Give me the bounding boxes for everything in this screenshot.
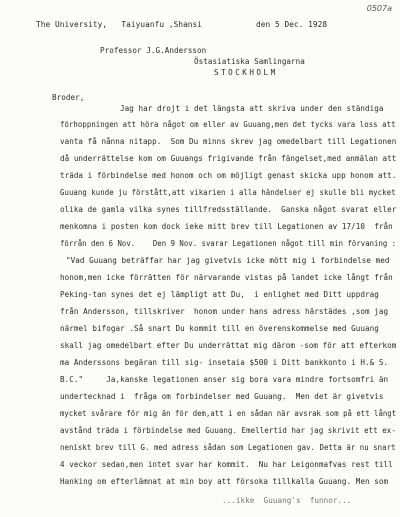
body-line: menkomna i posten kom dock ieke mitt brev till Legationen av 17/10 från <box>60 222 393 231</box>
body-line: B.C." Ja,kanske legationen anser sig bora vara mindre fortsomfri än <box>60 375 389 384</box>
body-line: ma Anderssons begäran till sig- insetaia $500 i Ditt bankkonto i H.& S. <box>60 358 389 367</box>
body-line: förhoppningen att höra något om eller av Guuang,men det tycks vara loss att <box>60 120 396 129</box>
body-line: skall jag omedelbart efter Du underrättat mig därom -som för att efterkom <box>60 341 397 350</box>
body-line: Hanking om efterlämnat at min boy att försoka tillkalla Guuang. Men som <box>60 477 389 486</box>
body-line: neniskt brev till G. med adress sådan som Legationen gav. Detta är nu snart <box>60 443 396 452</box>
archive-number: 0507a <box>366 4 392 13</box>
body-line: avstånd träda i förbindelse med Guuang. Emellertid har jag skrivit ett ex- <box>60 426 396 435</box>
body-line: träda i förbindelse med honom och om möjligt genast skicka upp honom att. <box>60 171 397 180</box>
body-line: Jag har drojt i det längsta att skriva under den ständiga <box>120 104 384 113</box>
bleed-through-text: ...ikke Guuang's funnor... <box>222 496 352 505</box>
body-line: Guuang kunde ju förstått,att vikarien i alla händelser ej skulle bli mycket <box>60 188 396 197</box>
body-line: "Vad Guuang beträffar har jag givetvis icke mött mig i forbindelse med <box>66 256 390 265</box>
body-line: mycket svårare för mig än för dem,att i en sådan när avsrak som på ett långt <box>60 409 397 418</box>
body-line: olika de gamla vilka synes tillfredsställande. Ganska något svarat eller <box>60 205 397 214</box>
recipient-organization: Östasiatiska Samlingarna <box>194 57 305 66</box>
body-line: från Andersson, tillskriver honom under hans adress härstädes ,som jag <box>60 307 389 316</box>
greeting: Broder, <box>52 93 85 102</box>
recipient-city: STOCKHOLM <box>214 68 278 77</box>
body-line: Peking-tan synes det ej lämpligt att Du, i enlighet med Ditt uppdrag <box>60 290 379 299</box>
body-line: undertecknad i fråga om forbindelser med Guuang. Men det är givetvis <box>60 392 384 401</box>
body-line: 4 veckor sedan,men intet svar har kommit. Nu har Leigonmafvas rest till <box>60 460 393 469</box>
body-line: förrån den 6 Nov. Den 9 Nov. svarar Legationen något till min förvaning : <box>60 239 397 248</box>
sender-address: The University, Taiyuanfu ,Shansi <box>36 20 203 29</box>
body-line: honom,men icke förrätten för närvarande vistas på landet icke långt från <box>60 273 393 282</box>
body-line: vanta få nånna nitapp. Som Du minns skrev jag omedelbart till Legationen <box>60 137 397 146</box>
recipient-name: Professor J.G.Andersson <box>100 46 207 55</box>
letter-date: den 5 Dec. 1928 <box>256 20 328 29</box>
body-line: då underrättelse kom om Guuangs frigivande från fängelset,med anmälan att <box>60 154 397 163</box>
body-line: närmel bifogar .Så snart Du kommit till en överenskommelse med Guuang <box>60 324 379 333</box>
